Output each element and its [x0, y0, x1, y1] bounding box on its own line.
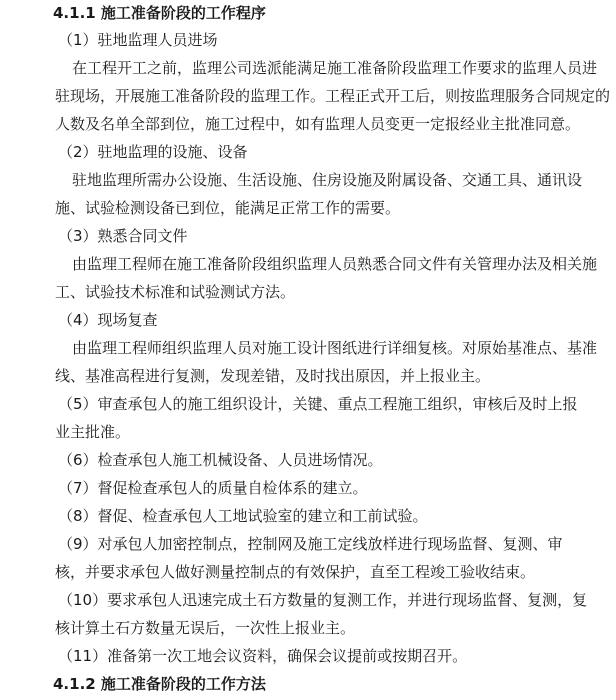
paragraph-line: 在工程开工之前，监理公司选派能满足施工准备阶段监理工作要求的监理人员进 — [72, 59, 598, 77]
paragraph-line: 由监理工程师在施工准备阶段组织监理人员熟悉合同文件有关管理办法及相关施 — [72, 255, 598, 273]
paragraph-line: 由监理工程师组织监理人员对施工设计图纸进行详细复核。对原始基准点、基准 — [72, 339, 598, 357]
item-9-line-1: （9）对承包人加密控制点，控制网及施工定线放样进行现场监督、复测、审 — [58, 535, 563, 553]
subsection-title-2: （2）驻地监理的设施、设备 — [58, 143, 248, 161]
item-10-line-2: 核计算土石方数量无误后，一次性上报业主。 — [55, 619, 356, 637]
item-9-line-2: 核，并要求承包人做好测量控制点的有效保护，直至工程竣工验收结束。 — [55, 563, 536, 581]
subsection-title-1: （1）驻地监理人员进场 — [58, 31, 218, 49]
subsection-title-4: （4）现场复查 — [58, 311, 158, 329]
paragraph-line: 驻现场，开展施工准备阶段的监理工作。工程正式开工后，则按监理服务合同规定的 — [55, 87, 611, 105]
item-8: （8）督促、检查承包人工地试验室的建立和工前试验。 — [58, 507, 428, 525]
paragraph-line: 人数及名单全部到位，施工过程中，如有监理人员变更一定报经业主批准同意。 — [55, 115, 581, 133]
item-5-line-2: 业主批准。 — [55, 423, 131, 441]
item-11: （11）准备第一次工地会议资料，确保会议提前或按期召开。 — [58, 647, 468, 665]
item-7: （7）督促检查承包人的质量自检体系的建立。 — [58, 479, 368, 497]
paragraph-line: 施、试验检测设备已到位，能满足正常工作的需要。 — [55, 199, 401, 217]
section-heading-4-1-1: 4.1.1 施工准备阶段的工作程序 — [53, 4, 266, 22]
section-heading-4-1-2: 4.1.2 施工准备阶段的工作方法 — [53, 675, 266, 693]
item-5-line-1: （5）审查承包人的施工组织设计，关键、重点工程施工组织，审核后及时上报 — [58, 395, 578, 413]
paragraph-line: 驻地监理所需办公设施、生活设施、住房设施及附属设备、交通工具、通讯设 — [72, 171, 583, 189]
item-6: （6）检查承包人施工机械设备、人员进场情况。 — [58, 451, 383, 469]
item-10-line-1: （10）要求承包人迅速完成土石方数量的复测工作，并进行现场监督、复测，复 — [58, 591, 588, 609]
paragraph-line: 工、试验技术标准和试验测试方法。 — [55, 283, 296, 301]
subsection-title-3: （3）熟悉合同文件 — [58, 227, 188, 245]
paragraph-line: 线、基准高程进行复测，发现差错，及时找出原因，并上报业主。 — [55, 367, 491, 385]
